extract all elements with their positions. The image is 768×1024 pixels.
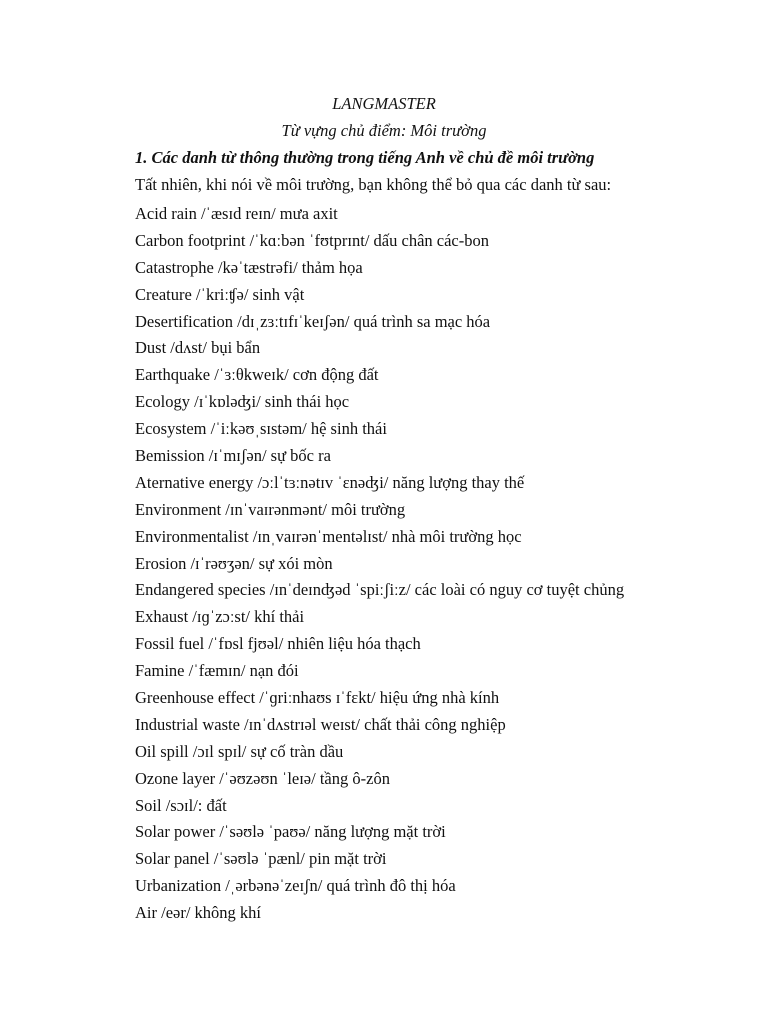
vocab-entry: Catastrophe /kəˈtæstrəfi/ thảm họa bbox=[135, 257, 363, 277]
vocab-entry: Bemission /ɪˈmɪʃən/ sự bốc ra bbox=[135, 446, 331, 466]
vocab-entry: Carbon footprint /ˈkɑːbən ˈfʊtprɪnt/ dấu chân các-bon bbox=[135, 230, 489, 250]
vocab-entry: Famine /ˈfæmɪn/ nạn đói bbox=[135, 661, 299, 681]
section-heading: 1. Các danh từ thông thường trong tiếng Anh về chủ đề môi trường bbox=[135, 148, 595, 167]
vocab-entry: Soil /sɔɪl/: đất bbox=[135, 795, 227, 815]
vocab-entry: Earthquake /ˈɜːθkweɪk/ cơn động đất bbox=[135, 365, 379, 385]
vocab-entry: Greenhouse effect /ˈɡriːnhaʊs ɪˈfɛkt/ hiệu ứng nhà kính bbox=[135, 688, 500, 708]
vocab-entry: Endangered species /ɪnˈdeɪnʤəd ˈspiːʃiːz/ các loài có nguy cơ tuyệt chủng bbox=[135, 580, 625, 600]
vocab-entry: Exhaust /ɪɡˈzɔːst/ khí thải bbox=[135, 607, 305, 627]
vocab-entry: Oil spill /ɔɪl spɪl/ sự cố tràn dầu bbox=[135, 741, 344, 761]
document-subtitle: Từ vựng chủ điểm: Môi trường bbox=[281, 121, 487, 140]
vocab-entry: Desertification /dɪˌzɜːtɪfɪˈkeɪʃən/ quá trình sa mạc hóa bbox=[135, 311, 491, 331]
vocab-entry: Air /eər/ không khí bbox=[135, 903, 262, 923]
vocab-entry: Solar power /ˈsəʊlə ˈpaʊə/ năng lượng mặt trời bbox=[135, 822, 446, 842]
vocab-entry: Fossil fuel /ˈfɒsl fjʊəl/ nhiên liệu hóa thạch bbox=[135, 634, 421, 654]
document-title: LANGMASTER bbox=[332, 94, 436, 113]
vocab-entry: Erosion /ɪˈrəʊʒən/ sự xói mòn bbox=[135, 553, 333, 573]
vocab-entry: Environmentalist /ɪnˌvaɪrənˈmentəlɪst/ nhà môi trường học bbox=[135, 526, 522, 546]
vocab-entry: Aternative energy /ɔːlˈtɜːnətɪv ˈɛnəʤi/ năng lượng thay thế bbox=[135, 472, 525, 492]
vocab-entry: Solar panel /ˈsəʊlə ˈpænl/ pin mặt trời bbox=[135, 849, 387, 869]
vocab-entry: Dust /dʌst/ bụi bẩn bbox=[135, 338, 261, 358]
vocabulary-list bbox=[135, 201, 624, 927]
vocab-entry: Acid rain /ˈæsɪd reɪn/ mưa axit bbox=[135, 204, 338, 223]
intro-paragraph: Tất nhiên, khi nói về môi trường, bạn không thể bỏ qua các danh từ sau: bbox=[135, 175, 612, 194]
vocab-entry: Ozone layer /ˈəʊzəʊn ˈleɪə/ tầng ô-zôn bbox=[135, 768, 390, 788]
vocab-entry: Ecology /ɪˈkɒləʤi/ sinh thái học bbox=[135, 392, 350, 412]
vocab-entry: Urbanization /ˌərbənəˈzeɪʃn/ quá trình đô thị hóa bbox=[135, 876, 456, 896]
vocab-entry: Industrial waste /ɪnˈdʌstrɪəl weɪst/ chất thải công nghiệp bbox=[135, 714, 506, 734]
vocab-entry: Ecosystem /ˈiːkəʊˌsɪstəm/ hệ sinh thái bbox=[135, 419, 387, 439]
vocab-entry: Creature /ˈkriːʧə/ sinh vật bbox=[135, 284, 305, 304]
vocab-entry: Environment /ɪnˈvaɪrənmənt/ môi trường bbox=[135, 499, 406, 519]
